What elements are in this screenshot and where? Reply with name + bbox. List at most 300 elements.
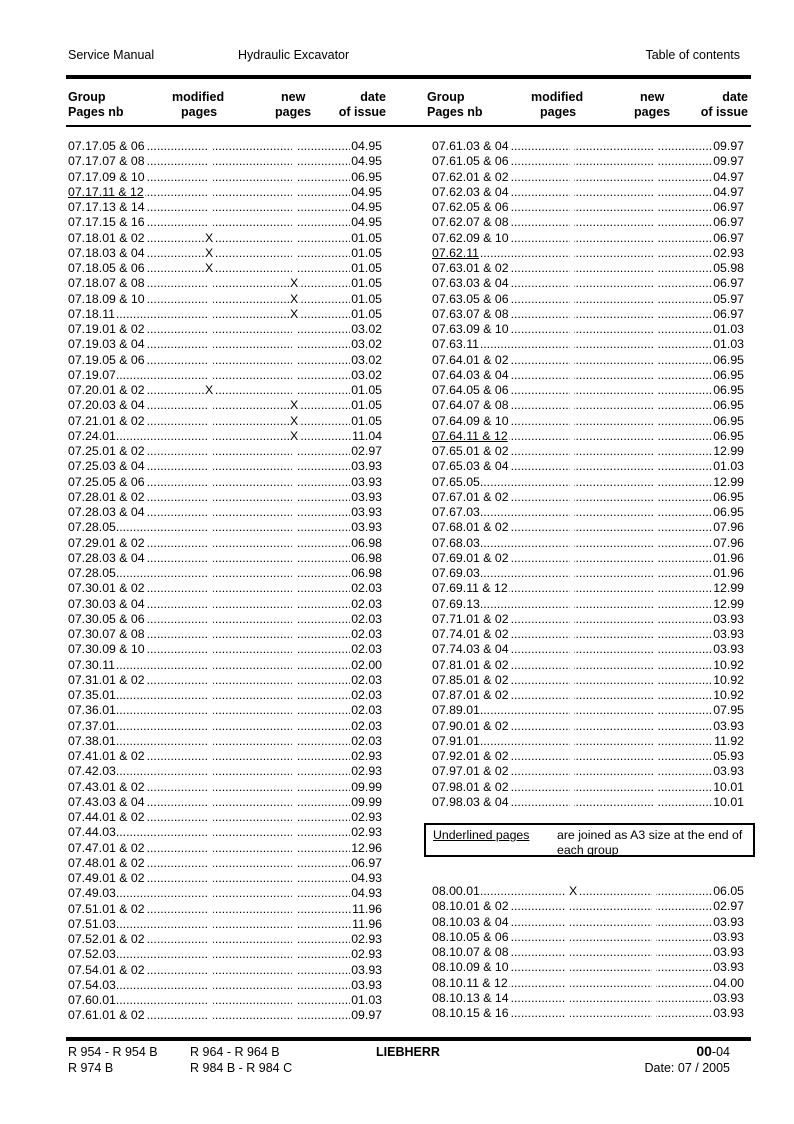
toc-entry bbox=[432, 719, 744, 734]
toc-entry bbox=[68, 688, 382, 703]
toc-entry bbox=[432, 261, 744, 276]
leader-gap bbox=[292, 322, 296, 337]
leader-gap bbox=[292, 932, 296, 947]
new-mark: X bbox=[290, 413, 299, 428]
entry-page-code: 08.10.09 & 10 bbox=[432, 960, 509, 975]
col-new-label: new bbox=[640, 90, 665, 104]
leader-gap bbox=[292, 551, 296, 566]
leader-gap bbox=[570, 429, 574, 444]
entry-issue-date: 02.03 bbox=[351, 733, 382, 748]
entry-issue-date: 02.97 bbox=[713, 899, 744, 914]
entry-page-code: 07.63.11 bbox=[432, 337, 479, 352]
leader-gap bbox=[292, 993, 296, 1008]
entry-page-code: 07.69.11 & 12 bbox=[432, 581, 508, 596]
column-header-right bbox=[427, 90, 748, 122]
entry-issue-date: 06.95 bbox=[713, 505, 744, 519]
entry-page-code: 07.98.03 & 04 bbox=[432, 794, 509, 809]
col-modified-pages-label: pages bbox=[540, 105, 577, 119]
leader-gap bbox=[209, 414, 213, 429]
entry-issue-date: 02.03 bbox=[351, 611, 382, 626]
toc-entry bbox=[68, 444, 382, 459]
entry-issue-date: 06.95 bbox=[713, 367, 744, 382]
col-of-issue-label: of issue bbox=[338, 105, 386, 119]
leader-gap bbox=[292, 1008, 296, 1023]
entry-issue-date: 06.97 bbox=[713, 215, 744, 230]
leader-gap bbox=[292, 566, 296, 581]
toc-entry bbox=[432, 307, 744, 322]
toc-entry bbox=[432, 627, 744, 642]
toc-entry bbox=[68, 947, 382, 962]
leader-gap bbox=[654, 673, 658, 688]
entry-issue-date: 06.05 bbox=[713, 884, 744, 898]
entry-issue-date: 02.03 bbox=[351, 581, 382, 596]
entry-page-code: 07.42.03 bbox=[68, 764, 116, 779]
entry-issue-date: 05.97 bbox=[713, 291, 744, 306]
leader-gap bbox=[209, 810, 213, 825]
note-text: are joined as A3 size at the end of each group bbox=[557, 828, 743, 857]
entry-issue-date: 12.96 bbox=[351, 840, 382, 855]
leader-gap bbox=[209, 673, 213, 688]
entry-issue-date: 04.93 bbox=[351, 871, 382, 885]
entry-page-code: 07.63.03 & 04 bbox=[432, 276, 509, 291]
leader-gap bbox=[654, 764, 658, 779]
entry-issue-date: 07.96 bbox=[713, 520, 744, 535]
leader-gap bbox=[570, 353, 574, 368]
entry-issue-date: 10.92 bbox=[713, 657, 744, 672]
toc-entry bbox=[432, 673, 744, 688]
toc-entry bbox=[432, 976, 744, 991]
toc-entry bbox=[68, 642, 382, 657]
leader-gap bbox=[209, 932, 213, 947]
leader-gap bbox=[570, 459, 574, 474]
entry-issue-date: 03.02 bbox=[351, 337, 382, 352]
leader-gap bbox=[209, 1008, 213, 1023]
entry-page-code: 07.64.11 & 12 bbox=[432, 428, 508, 443]
leader-gap bbox=[570, 566, 574, 581]
footer-page-prefix: 00 bbox=[696, 1043, 712, 1059]
leader-gap bbox=[292, 475, 296, 490]
entry-issue-date: 03.93 bbox=[351, 520, 382, 535]
entry-issue-date: 04.95 bbox=[351, 139, 382, 153]
leader-gap bbox=[566, 960, 570, 975]
leader-gap bbox=[209, 749, 213, 764]
toc-entry bbox=[68, 292, 382, 307]
col-modified-pages-label: pages bbox=[181, 105, 218, 119]
leader-gap bbox=[292, 170, 296, 185]
entry-issue-date: 09.97 bbox=[351, 1008, 382, 1023]
col-modified-label: modified bbox=[172, 90, 225, 104]
column-header-rule bbox=[66, 125, 751, 127]
entry-issue-date: 01.05 bbox=[351, 398, 382, 413]
leader-gap bbox=[570, 292, 574, 307]
entry-issue-date: 02.93 bbox=[351, 810, 382, 824]
entry-issue-date: 07.96 bbox=[713, 535, 744, 550]
leader-gap bbox=[292, 231, 296, 246]
leader-gap bbox=[209, 322, 213, 337]
entry-page-code: 07.65.01 & 02 bbox=[432, 444, 509, 458]
leader-gap bbox=[566, 1006, 570, 1021]
leader-gap bbox=[570, 734, 574, 749]
leader-gap bbox=[292, 520, 296, 535]
toc-entry bbox=[432, 215, 744, 230]
leader-gap bbox=[654, 429, 658, 444]
entry-page-code: 07.49.01 & 02 bbox=[68, 871, 145, 885]
entry-issue-date: 01.96 bbox=[713, 566, 744, 580]
entry-page-code: 07.17.11 & 12 bbox=[68, 184, 144, 199]
entry-issue-date: 12.99 bbox=[713, 474, 744, 489]
entry-page-code: 07.19.03 & 04 bbox=[68, 337, 145, 352]
entry-page-code: 07.20.03 & 04 bbox=[68, 398, 145, 413]
entry-page-code: 07.43.03 & 04 bbox=[68, 794, 145, 809]
toc-entry bbox=[68, 383, 382, 398]
toc-entry bbox=[432, 734, 744, 749]
entry-issue-date: 03.02 bbox=[351, 352, 382, 367]
col-modified-label: modified bbox=[531, 90, 584, 104]
entry-issue-date: 03.93 bbox=[351, 962, 382, 977]
toc-entry bbox=[68, 353, 382, 368]
entry-page-code: 07.19.07 bbox=[68, 367, 116, 382]
leader-gap bbox=[654, 475, 658, 490]
leader-gap bbox=[654, 215, 658, 230]
leader-gap bbox=[209, 581, 213, 596]
toc-entry bbox=[432, 688, 744, 703]
entry-issue-date: 03.93 bbox=[351, 474, 382, 489]
leader-gap bbox=[209, 536, 213, 551]
entry-issue-date: 03.93 bbox=[713, 945, 744, 959]
toc-entry bbox=[432, 930, 744, 945]
entry-page-code: 07.68.03 bbox=[432, 535, 480, 550]
entry-issue-date: 03.93 bbox=[713, 627, 744, 641]
leader-gap bbox=[292, 536, 296, 551]
leader-gap bbox=[570, 383, 574, 398]
entry-page-code: 07.18.01 & 02 bbox=[68, 230, 145, 245]
leader-gap bbox=[292, 688, 296, 703]
entry-page-code: 07.30.09 & 10 bbox=[68, 642, 145, 657]
entry-issue-date: 06.95 bbox=[713, 413, 744, 428]
toc-entry bbox=[432, 520, 744, 535]
leader-gap bbox=[209, 551, 213, 566]
entry-issue-date: 09.99 bbox=[351, 779, 382, 794]
leader-gap bbox=[292, 353, 296, 368]
toc-entry bbox=[68, 627, 382, 642]
leader-gap bbox=[209, 490, 213, 505]
leader-gap bbox=[654, 642, 658, 657]
entry-page-code: 07.63.05 & 06 bbox=[432, 291, 509, 306]
entry-issue-date: 03.93 bbox=[713, 1006, 744, 1020]
footer-page-number bbox=[696, 1043, 730, 1059]
leader-gap bbox=[209, 566, 213, 581]
entry-issue-date: 03.93 bbox=[713, 929, 744, 944]
toc-entry bbox=[432, 658, 744, 673]
entry-issue-date: 11.96 bbox=[352, 916, 382, 931]
entry-page-code: 07.62.05 & 06 bbox=[432, 200, 509, 214]
entry-issue-date: 03.93 bbox=[713, 960, 744, 975]
entry-page-code: 07.87.01 & 02 bbox=[432, 688, 509, 702]
entry-page-code: 07.60.01 bbox=[68, 993, 116, 1007]
leader-gap bbox=[652, 960, 656, 975]
leader-gap bbox=[566, 991, 570, 1006]
toc-entry bbox=[68, 795, 382, 810]
leader-gap bbox=[652, 991, 656, 1006]
leader-gap bbox=[209, 353, 213, 368]
col-new-pages-label: pages bbox=[275, 105, 312, 119]
header-manual-title: Service Manual bbox=[68, 48, 155, 62]
leader-gap bbox=[654, 780, 658, 795]
entry-issue-date: 04.95 bbox=[351, 215, 382, 230]
leader-gap bbox=[292, 856, 296, 871]
toc-entry bbox=[68, 459, 382, 474]
toc-list-left bbox=[68, 139, 382, 1024]
entry-issue-date: 05.98 bbox=[713, 261, 744, 275]
entry-issue-date: 04.95 bbox=[351, 154, 382, 169]
leader-gap bbox=[652, 976, 656, 991]
leader-gap bbox=[292, 825, 296, 840]
leader-gap bbox=[654, 520, 658, 535]
toc-entry bbox=[68, 764, 382, 779]
entry-page-code: 07.92.01 & 02 bbox=[432, 749, 509, 763]
entry-page-code: 07.62.09 & 10 bbox=[432, 230, 509, 245]
leader-gap bbox=[654, 398, 658, 413]
toc-entry bbox=[68, 703, 382, 718]
entry-page-code: 07.90.01 & 02 bbox=[432, 718, 509, 733]
toc-entry bbox=[68, 414, 382, 429]
leader-gap bbox=[209, 902, 213, 917]
toc-entry bbox=[432, 292, 744, 307]
leader-gap bbox=[209, 719, 213, 734]
col-group-label: Group bbox=[427, 90, 465, 104]
leader-gap bbox=[654, 551, 658, 566]
entry-issue-date: 03.93 bbox=[713, 718, 744, 733]
toc-entry bbox=[432, 353, 744, 368]
leader-gap bbox=[652, 930, 656, 945]
entry-page-code: 07.52.03 bbox=[68, 947, 116, 962]
leader-gap bbox=[209, 612, 213, 627]
new-mark: X bbox=[290, 306, 299, 321]
leader-gap bbox=[292, 383, 296, 398]
leader-gap bbox=[292, 780, 296, 795]
toc-list-right bbox=[432, 139, 744, 810]
leader-gap bbox=[292, 658, 296, 673]
entry-page-code: 07.28.05 bbox=[68, 566, 116, 580]
entry-page-code: 07.28.01 & 02 bbox=[68, 489, 145, 504]
leader-gap bbox=[566, 945, 570, 960]
entry-issue-date: 01.03 bbox=[351, 993, 382, 1007]
toc-entry bbox=[68, 505, 382, 520]
entry-page-code: 07.52.01 & 02 bbox=[68, 932, 145, 946]
toc-entry bbox=[68, 307, 382, 322]
entry-issue-date: 10.92 bbox=[713, 688, 744, 702]
leader-gap bbox=[654, 719, 658, 734]
footer-models-2b: R 984 B - R 984 C bbox=[190, 1061, 293, 1075]
entry-page-code: 07.18.11 bbox=[68, 306, 115, 321]
entry-page-code: 08.10.07 & 08 bbox=[432, 945, 509, 959]
underlined-pages-note bbox=[424, 823, 755, 857]
entry-page-code: 07.85.01 & 02 bbox=[432, 672, 509, 687]
toc-entry bbox=[68, 978, 382, 993]
leader-gap bbox=[570, 719, 574, 734]
entry-issue-date: 03.93 bbox=[713, 611, 744, 626]
toc-entry bbox=[432, 398, 744, 413]
leader-gap bbox=[654, 368, 658, 383]
entry-page-code: 07.89.01 bbox=[432, 703, 480, 718]
leader-gap bbox=[570, 246, 574, 261]
leader-gap bbox=[654, 612, 658, 627]
entry-issue-date: 01.05 bbox=[351, 306, 382, 321]
entry-issue-date: 11.96 bbox=[352, 901, 382, 916]
note-underlined-label: Underlined pages bbox=[433, 828, 530, 842]
entry-page-code: 07.69.03 bbox=[432, 566, 480, 580]
entry-issue-date: 01.05 bbox=[351, 261, 382, 275]
column-header-left bbox=[68, 90, 386, 122]
toc-entry bbox=[432, 915, 744, 930]
leader-gap bbox=[209, 871, 213, 886]
toc-entry bbox=[68, 185, 382, 200]
leader-gap bbox=[292, 642, 296, 657]
toc-entry bbox=[68, 902, 382, 917]
leader-gap bbox=[209, 292, 213, 307]
toc-entry bbox=[68, 276, 382, 291]
entry-issue-date: 02.03 bbox=[351, 688, 382, 702]
entry-page-code: 07.64.05 & 06 bbox=[432, 383, 509, 397]
toc-entry bbox=[68, 337, 382, 352]
toc-entry bbox=[432, 703, 744, 718]
toc-entry bbox=[432, 884, 744, 899]
leader-gap bbox=[570, 337, 574, 352]
entry-issue-date: 01.03 bbox=[713, 337, 744, 352]
entry-page-code: 07.47.01 & 02 bbox=[68, 840, 145, 855]
leader-gap bbox=[292, 368, 296, 383]
leader-gap bbox=[654, 536, 658, 551]
toc-entry bbox=[432, 1006, 744, 1021]
leader-gap bbox=[292, 947, 296, 962]
leader-gap bbox=[654, 459, 658, 474]
entry-issue-date: 02.93 bbox=[351, 825, 382, 840]
entry-issue-date: 02.93 bbox=[713, 245, 744, 260]
entry-page-code: 07.44.03 bbox=[68, 825, 116, 840]
toc-entry bbox=[68, 1008, 382, 1023]
toc-entry bbox=[432, 475, 744, 490]
leader-gap bbox=[570, 658, 574, 673]
new-mark: X bbox=[290, 291, 299, 306]
modified-mark: X bbox=[205, 245, 214, 260]
col-of-issue-label: of issue bbox=[700, 105, 748, 119]
leader-gap bbox=[570, 276, 574, 291]
entry-page-code: 07.81.01 & 02 bbox=[432, 657, 509, 672]
entry-page-code: 07.30.07 & 08 bbox=[68, 627, 145, 641]
leader-gap bbox=[209, 444, 213, 459]
entry-page-code: 07.17.09 & 10 bbox=[68, 169, 145, 184]
leader-gap bbox=[652, 899, 656, 914]
toc-entry bbox=[68, 551, 382, 566]
entry-page-code: 07.63.01 & 02 bbox=[432, 261, 509, 275]
leader-gap bbox=[654, 627, 658, 642]
entry-page-code: 07.61.05 & 06 bbox=[432, 154, 509, 169]
footer-brand: LIEBHERR bbox=[376, 1045, 440, 1059]
entry-page-code: 07.65.03 & 04 bbox=[432, 459, 509, 474]
toc-entry bbox=[432, 505, 744, 520]
entry-issue-date: 03.93 bbox=[351, 459, 382, 474]
leader-gap bbox=[654, 307, 658, 322]
entry-issue-date: 12.99 bbox=[713, 581, 744, 596]
toc-entry bbox=[432, 764, 744, 779]
entry-page-code: 07.69.13 bbox=[432, 596, 480, 611]
entry-page-code: 07.61.03 & 04 bbox=[432, 139, 509, 153]
entry-page-code: 07.30.11 bbox=[68, 657, 115, 672]
entry-page-code: 07.64.07 & 08 bbox=[432, 398, 509, 413]
leader-gap bbox=[654, 383, 658, 398]
entry-issue-date: 02.03 bbox=[351, 703, 382, 718]
entry-issue-date: 02.03 bbox=[351, 642, 382, 657]
leader-gap bbox=[570, 170, 574, 185]
entry-issue-date: 06.95 bbox=[713, 489, 744, 504]
entry-issue-date: 01.05 bbox=[351, 245, 382, 260]
leader-gap bbox=[566, 899, 570, 914]
leader-gap bbox=[209, 841, 213, 856]
leader-gap bbox=[654, 795, 658, 810]
entry-issue-date: 06.95 bbox=[713, 352, 744, 367]
toc-entry bbox=[68, 658, 382, 673]
entry-page-code: 07.19.01 & 02 bbox=[68, 322, 145, 336]
leader-gap bbox=[570, 139, 574, 154]
entry-issue-date: 02.93 bbox=[351, 932, 382, 946]
toc-entry bbox=[432, 246, 744, 261]
toc-entry bbox=[68, 917, 382, 932]
leader-gap bbox=[570, 231, 574, 246]
leader-gap bbox=[292, 490, 296, 505]
leader-gap bbox=[292, 749, 296, 764]
entry-page-code: 07.30.01 & 02 bbox=[68, 581, 145, 596]
toc-entry bbox=[432, 536, 744, 551]
toc-entry bbox=[68, 490, 382, 505]
entry-issue-date: 02.03 bbox=[351, 627, 382, 641]
leader-gap bbox=[292, 337, 296, 352]
toc-entry bbox=[432, 444, 744, 459]
entry-issue-date: 02.00 bbox=[351, 657, 382, 672]
entry-issue-date: 06.95 bbox=[713, 428, 744, 443]
leader-gap bbox=[654, 703, 658, 718]
col-date-label: date bbox=[360, 90, 386, 104]
toc-entry bbox=[68, 810, 382, 825]
leader-gap bbox=[570, 642, 574, 657]
leader-gap bbox=[209, 658, 213, 673]
toc-entry bbox=[432, 383, 744, 398]
entry-page-code: 07.18.03 & 04 bbox=[68, 245, 145, 260]
leader-gap bbox=[209, 886, 213, 901]
new-mark: X bbox=[290, 276, 299, 291]
toc-entry bbox=[432, 322, 744, 337]
leader-gap bbox=[209, 947, 213, 962]
entry-issue-date: 06.98 bbox=[351, 550, 382, 565]
leader-gap bbox=[209, 688, 213, 703]
leader-gap bbox=[292, 185, 296, 200]
col-new-label: new bbox=[281, 90, 306, 104]
toc-entry bbox=[68, 536, 382, 551]
leader-gap bbox=[570, 444, 574, 459]
leader-gap bbox=[570, 520, 574, 535]
leader-gap bbox=[292, 261, 296, 276]
entry-page-code: 07.51.01 & 02 bbox=[68, 901, 145, 916]
entry-page-code: 07.64.01 & 02 bbox=[432, 352, 509, 367]
entry-page-code: 07.48.01 & 02 bbox=[68, 855, 145, 870]
entry-page-code: 07.30.03 & 04 bbox=[68, 596, 145, 611]
leader-gap bbox=[292, 886, 296, 901]
leader-gap bbox=[209, 200, 213, 215]
entry-page-code: 08.10.11 & 12 bbox=[432, 975, 508, 990]
leader-gap bbox=[654, 322, 658, 337]
leader-gap bbox=[209, 825, 213, 840]
leader-gap bbox=[209, 475, 213, 490]
leader-gap bbox=[209, 459, 213, 474]
